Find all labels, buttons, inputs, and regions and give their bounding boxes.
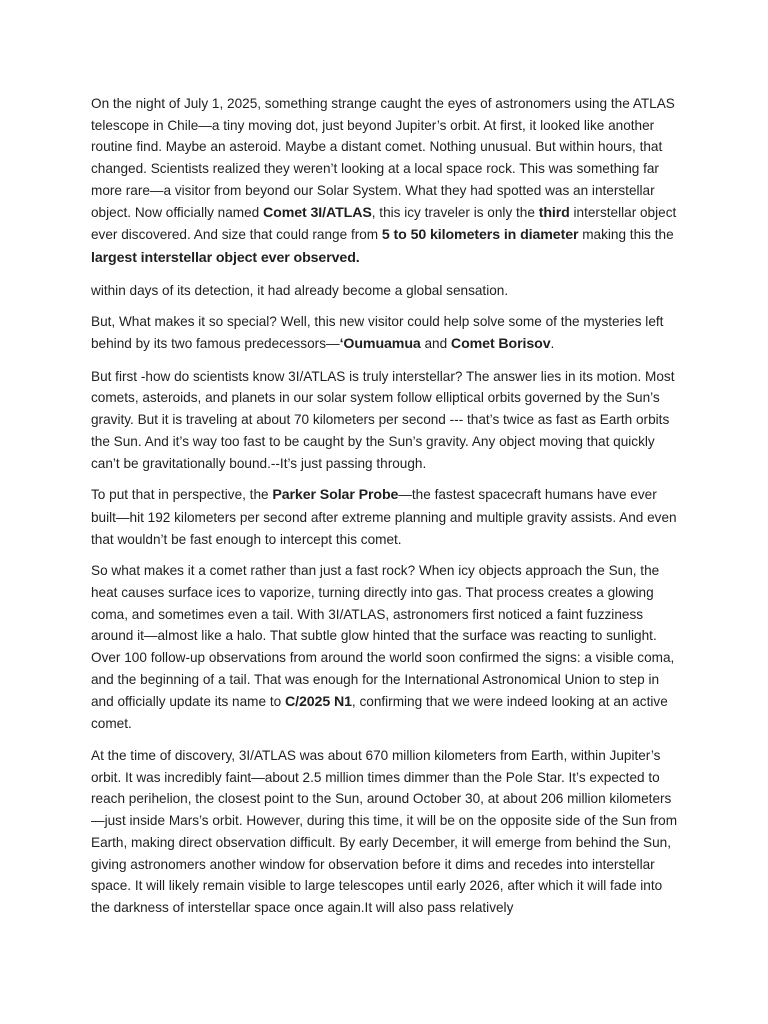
text-segment: On the night of July 1, 2025, something strange caught the eyes of astronomers using the ATLAS telescope in Chile—a tiny moving dot, just beyond Jupiter’s orbit. At first, it looked like another routine find. Maybe an asteroid. Maybe a distant comet. Nothing unusual. But within hours, that changed. Scientists realized they weren’t looking at a local space rock. This was something far more rare—a visitor from beyond our Solar System. What they had spotted was an interstellar object. Now officially named bbox=[91, 96, 675, 220]
bold-text-segment: Comet Borisov bbox=[450, 336, 551, 353]
bold-text-segment: ‘Oumuamua bbox=[339, 336, 421, 353]
text-segment: and bbox=[420, 336, 451, 352]
bold-text-segment: C/2025 N1 bbox=[284, 693, 352, 710]
paragraph bbox=[91, 93, 679, 270]
bold-text-segment: Comet 3I/ATLAS bbox=[263, 204, 372, 221]
text-segment: within days of its detection, it had already become a global sensation. bbox=[91, 282, 509, 298]
text-segment: interstellar object ever discovered. And size that could range from bbox=[91, 204, 677, 243]
text-segment: , this icy traveler is only the bbox=[371, 204, 539, 220]
paragraph bbox=[91, 745, 679, 919]
paragraph bbox=[91, 280, 679, 302]
paragraph bbox=[91, 366, 679, 475]
paragraph bbox=[91, 311, 679, 355]
text-segment: making this the bbox=[578, 227, 674, 243]
text-segment: So what makes it a comet rather than just a fast rock? When icy objects approach the Sun, the heat causes surface ices to vaporize, turning directly into gas. That process creates a glowing coma, and sometimes even a tail. With 3I/ATLAS, astronomers first noticed a faint fuzziness around it—almost like a halo. That subtle glow hinted that the surface was reacting to sunlight. Over 100 follow-up observations from around the world soon confirmed the signs: a visible coma, and the beginning of a tail. That was enough for the International Astronomical Union to step in and officially update its name to bbox=[91, 563, 675, 709]
text-segment: But, What makes it so special? Well, this new visitor could help solve some of the mysteries left behind by its two famous predecessors— bbox=[91, 314, 664, 352]
text-segment: At the time of discovery, 3I/ATLAS was about 670 million kilometers from Earth, within Jupiter’s orbit. It was incredibly faint—about 2.5 million times dimmer than the Pole Star. It’s expected to reach perihelion, the closest point to the Sun, around October 30, at about 206 million kilometers—just inside Mars’s orbit. However, during this time, it will be on the opposite side of the Sun from Earth, making direct observation difficult. By early December, it will emerge from behind the Sun, giving astronomers another window for observation before it dims and recedes into interstellar space. It will likely remain visible to large telescopes until early 2026, after which it will fade into the darkness of interstellar space once again.It will also pass relatively bbox=[91, 747, 678, 915]
paragraph bbox=[91, 560, 679, 735]
paragraph bbox=[91, 484, 679, 550]
bold-text-segment: largest interstellar object ever observed. bbox=[91, 249, 360, 266]
bold-text-segment: third bbox=[538, 204, 570, 221]
text-segment: But first -how do scientists know 3I/ATLAS is truly interstellar? The answer lies in its motion. Most comets, asteroids, and planets in our solar system follow elliptical orbits governed by the Sun’s gravity. But it is traveling at about 70 kilometers per second --- that’s twice as fast as Earth orbits the Sun. And it’s way too fast to be caught by the Sun’s gravity. Any object moving that quickly can’t be gravitationally bound.--It’s just passing through. bbox=[91, 368, 675, 471]
document-body bbox=[91, 93, 679, 929]
bold-text-segment: Parker Solar Probe bbox=[272, 487, 399, 504]
text-segment: —the fastest spacecraft humans have ever built—hit 192 kilometers per second after extreme planning and multiple gravity assists. And even that wouldn’t be fast enough to intercept this comet. bbox=[91, 487, 677, 547]
text-segment: To put that in perspective, the bbox=[91, 487, 273, 503]
text-segment: , confirming that we were indeed looking at an active comet. bbox=[91, 693, 668, 732]
bold-text-segment: 5 to 50 kilometers in diameter bbox=[381, 227, 579, 244]
text-segment: . bbox=[550, 336, 555, 352]
